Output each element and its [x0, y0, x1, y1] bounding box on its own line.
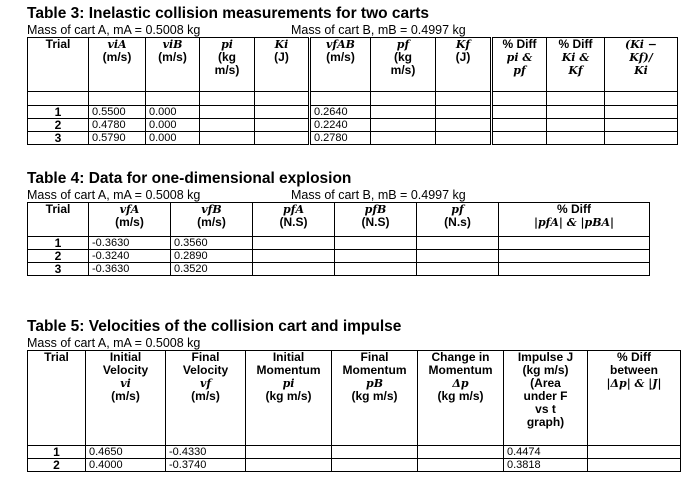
kf-cell	[436, 106, 492, 119]
table3-header-row	[28, 38, 678, 92]
header-vfb: vfB (m/s)	[171, 203, 253, 237]
pfa-cell	[253, 237, 335, 250]
pf-cell	[371, 132, 436, 145]
vfab-cell: 0.2640	[310, 106, 371, 119]
header-pf: pf (N.s)	[417, 203, 499, 237]
table4-title: Table 4: Data for one-dimensional explosion	[27, 170, 352, 187]
table-row	[28, 446, 681, 459]
pdiff-cell	[588, 446, 681, 459]
header-pf: pf (kg m/s)	[371, 38, 436, 92]
pdiff-cell	[499, 263, 650, 276]
table4-mass-a: Mass of cart A, mA = 0.5008 kg	[27, 188, 201, 202]
dp-cell	[418, 459, 504, 472]
header-kf: Kf (J)	[436, 38, 492, 92]
dp-cell	[418, 446, 504, 459]
pfa-cell	[253, 250, 335, 263]
j-cell: 0.4474	[504, 446, 588, 459]
header-pi: Initial Momentum pi (kg m/s)	[246, 351, 332, 446]
header-kratio: (Ki − Kf)/ Ki	[605, 38, 678, 92]
trial-cell: 1	[28, 446, 86, 459]
pdiff-p-cell	[492, 132, 547, 145]
header-vfa: vfA (m/s)	[89, 203, 171, 237]
pi-cell	[246, 446, 332, 459]
kf-cell	[436, 119, 492, 132]
header-pi: pi (kg m/s)	[200, 38, 255, 92]
pi-cell	[200, 106, 255, 119]
via-cell: 0.4780	[89, 119, 146, 132]
vfa-cell: -0.3240	[89, 250, 171, 263]
via-cell: 0.5500	[89, 106, 146, 119]
table-row	[28, 237, 650, 250]
pi-cell	[246, 459, 332, 472]
pdiff-p-cell	[492, 106, 547, 119]
pfb-cell	[335, 263, 417, 276]
vfab-cell: 0.2780	[310, 132, 371, 145]
vf-cell: -0.4330	[166, 446, 246, 459]
vfb-cell: 0.3560	[171, 237, 253, 250]
header-pfa: pfA (N.S)	[253, 203, 335, 237]
vfa-cell: -0.3630	[89, 263, 171, 276]
trial-cell: 2	[28, 250, 89, 263]
header-vi: Initial Velocity vi (m/s)	[86, 351, 166, 446]
vib-cell: 0.000	[146, 119, 200, 132]
pdiff-cell	[499, 237, 650, 250]
pfb-cell	[335, 250, 417, 263]
kratio-cell	[605, 119, 678, 132]
table-row	[28, 132, 678, 145]
ki-cell	[255, 106, 310, 119]
trial-cell: 3	[28, 132, 89, 145]
trial-cell: 3	[28, 263, 89, 276]
pdiff-k-cell	[547, 119, 605, 132]
table-row	[28, 459, 681, 472]
pdiff-k-cell	[547, 132, 605, 145]
kf-cell	[436, 132, 492, 145]
pf-cell	[417, 263, 499, 276]
table3-mass-a: Mass of cart A, mA = 0.5008 kg	[27, 23, 201, 37]
header-dp: Change in Momentum Δp (kg m/s)	[418, 351, 504, 446]
pi-cell	[200, 119, 255, 132]
table5-title: Table 5: Velocities of the collision cart and impulse	[27, 318, 402, 335]
pb-cell	[332, 446, 418, 459]
header-vib: viB (m/s)	[146, 38, 200, 92]
vib-cell: 0.000	[146, 106, 200, 119]
header-pdiff-p: % Diff pi & pf	[492, 38, 547, 92]
header-trial: Trial	[28, 38, 89, 92]
header-ki: Ki (J)	[255, 38, 310, 92]
table4-mass-b: Mass of cart B, mB = 0.4997 kg	[291, 188, 466, 202]
ki-cell	[255, 132, 310, 145]
pdiff-k-cell	[547, 106, 605, 119]
table3-title: Table 3: Inelastic collision measurements for two carts	[27, 5, 429, 22]
pfa-cell	[253, 263, 335, 276]
table-row	[28, 250, 650, 263]
pdiff-cell	[499, 250, 650, 263]
table3-spacer-row	[28, 92, 678, 106]
vf-cell: -0.3740	[166, 459, 246, 472]
pf-cell	[417, 237, 499, 250]
header-via: viA (m/s)	[89, 38, 146, 92]
vfb-cell: 0.2890	[171, 250, 253, 263]
trial-cell: 1	[28, 237, 89, 250]
table-row	[28, 106, 678, 119]
ki-cell	[255, 119, 310, 132]
pdiff-p-cell	[492, 119, 547, 132]
header-pdiff: % Diff between |Δp| & |J|	[588, 351, 681, 446]
vib-cell: 0.000	[146, 132, 200, 145]
trial-cell: 2	[28, 459, 86, 472]
table-row	[28, 263, 650, 276]
pdiff-cell	[588, 459, 681, 472]
table4	[27, 202, 650, 276]
pb-cell	[332, 459, 418, 472]
kratio-cell	[605, 132, 678, 145]
header-pdiff-k: % Diff Ki & Kf	[547, 38, 605, 92]
vfb-cell: 0.3520	[171, 263, 253, 276]
vfa-cell: -0.3630	[89, 237, 171, 250]
header-pdiff: % Diff |pfA| & |pBA|	[499, 203, 650, 237]
via-cell: 0.5790	[89, 132, 146, 145]
pi-cell	[200, 132, 255, 145]
header-trial: Trial	[28, 203, 89, 237]
trial-cell: 2	[28, 119, 89, 132]
pf-cell	[371, 119, 436, 132]
header-j: Impulse J (kg m/s) (Area under F vs t graph)	[504, 351, 588, 446]
table5-header-row	[28, 351, 681, 446]
header-pfb: pfB (N.S)	[335, 203, 417, 237]
pf-cell	[417, 250, 499, 263]
vi-cell: 0.4650	[86, 446, 166, 459]
table-row	[28, 119, 678, 132]
header-vf: Final Velocity vf (m/s)	[166, 351, 246, 446]
kratio-cell	[605, 106, 678, 119]
table5-mass-a: Mass of cart A, mA = 0.5008 kg	[27, 336, 201, 350]
table4-header-row	[28, 203, 650, 237]
header-vfab: vfAB (m/s)	[310, 38, 371, 92]
table5	[27, 350, 681, 472]
vi-cell: 0.4000	[86, 459, 166, 472]
vfab-cell: 0.2240	[310, 119, 371, 132]
header-pb: Final Momentum pB (kg m/s)	[332, 351, 418, 446]
table3	[27, 37, 678, 145]
pf-cell	[371, 106, 436, 119]
trial-cell: 1	[28, 106, 89, 119]
j-cell: 0.3818	[504, 459, 588, 472]
pfb-cell	[335, 237, 417, 250]
table3-mass-b: Mass of cart B, mB = 0.4997 kg	[291, 23, 466, 37]
header-trial: Trial	[28, 351, 86, 446]
